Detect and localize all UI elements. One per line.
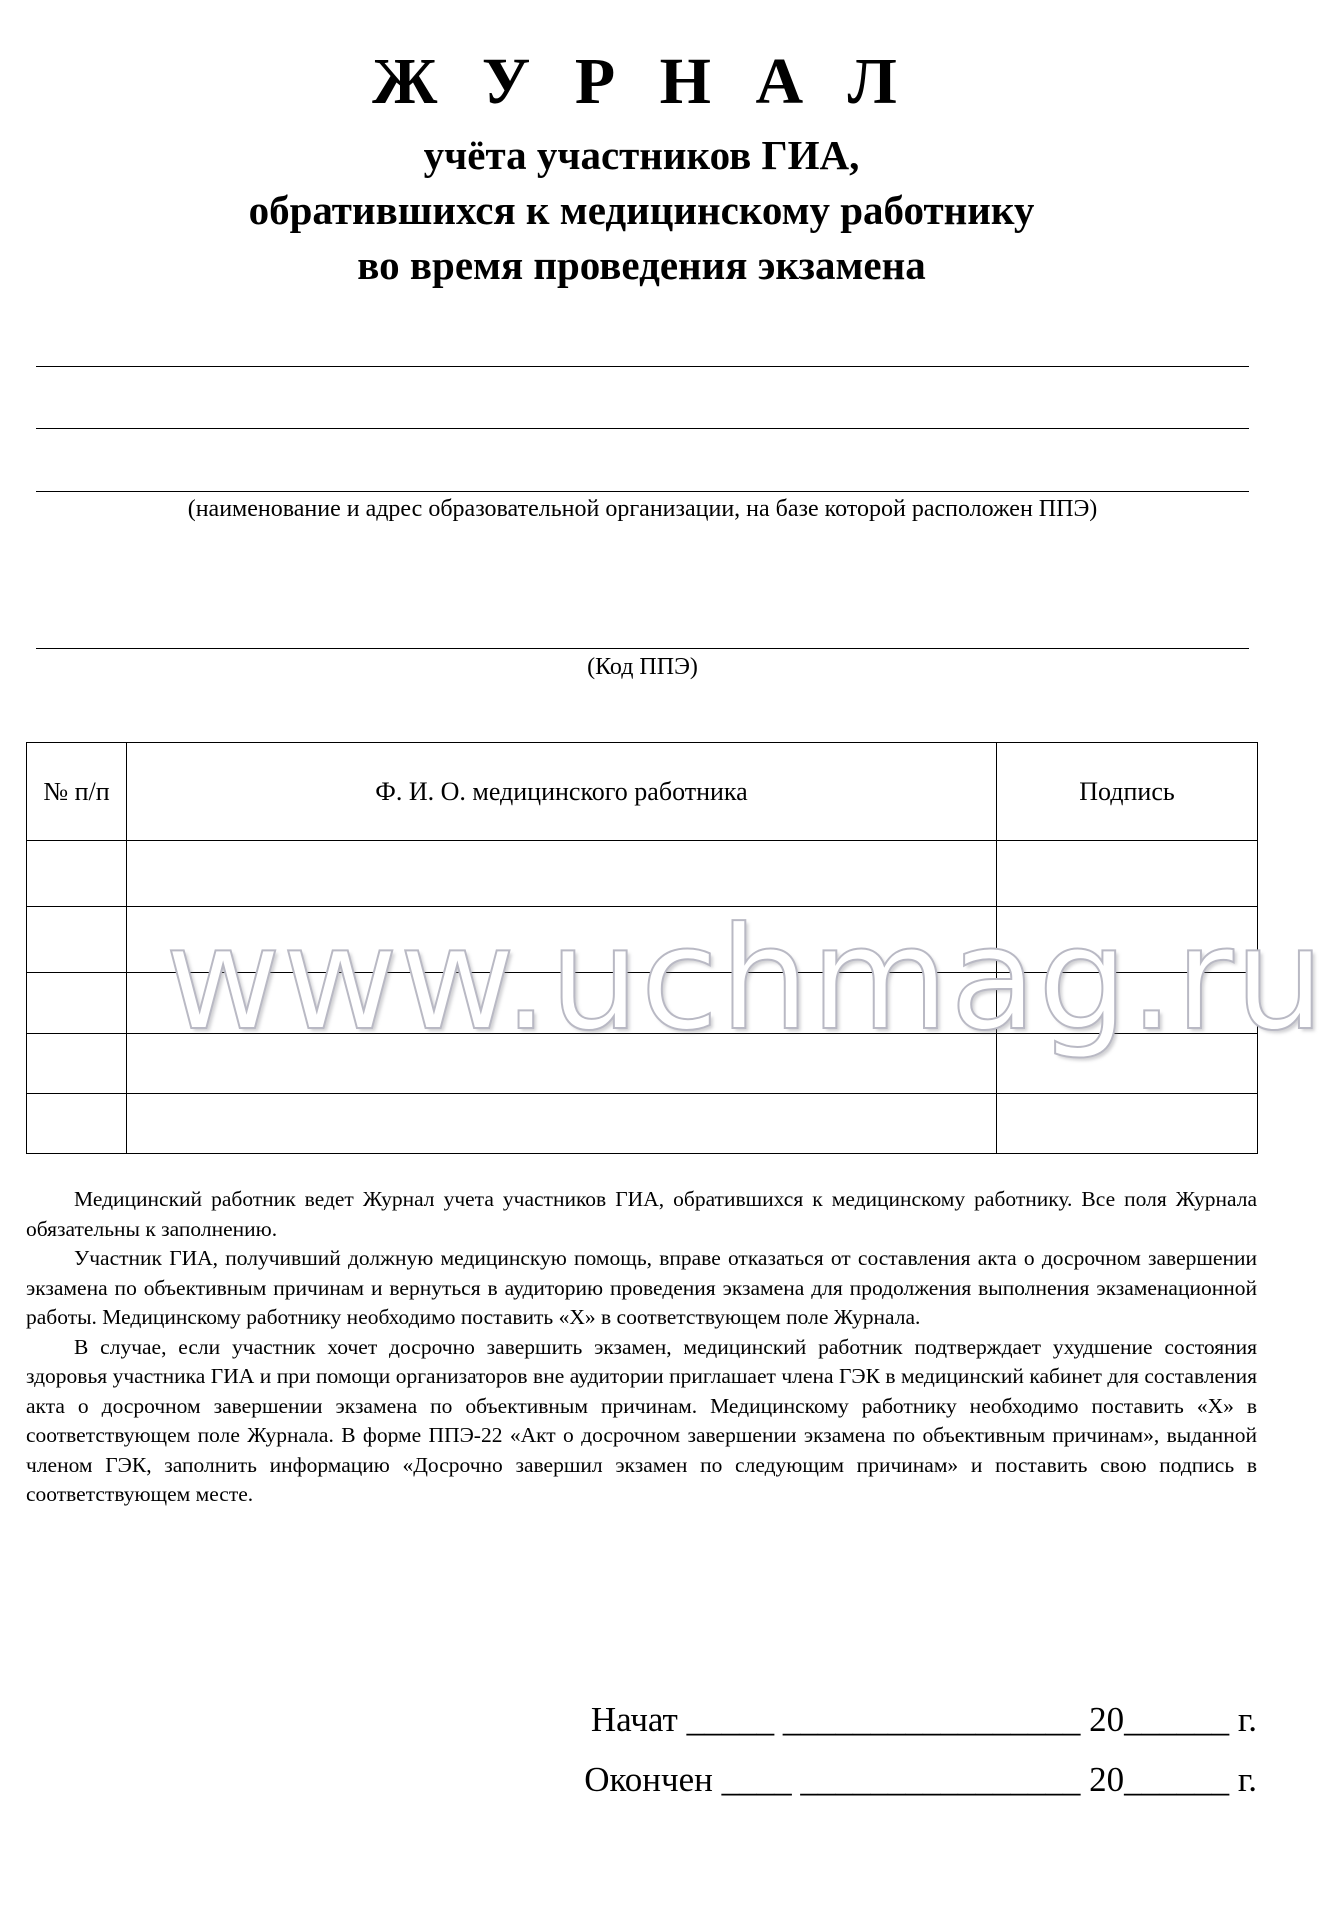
instructions-text bbox=[26, 1185, 1257, 1510]
table-cell[interactable] bbox=[127, 841, 997, 907]
subtitle-line: обратившихся к медицинскому работнику bbox=[248, 187, 1035, 233]
table-row bbox=[27, 1094, 1258, 1154]
table-cell[interactable] bbox=[127, 973, 997, 1034]
ppe-code-caption: (Код ППЭ) bbox=[587, 654, 698, 680]
started-date-line: Начат _____ _________________ 20______ г. bbox=[590, 1700, 1257, 1739]
table-row bbox=[27, 907, 1258, 973]
table-cell[interactable] bbox=[997, 973, 1258, 1034]
table-cell[interactable] bbox=[127, 1094, 997, 1154]
table-cell[interactable] bbox=[27, 907, 127, 973]
table-cell[interactable] bbox=[997, 841, 1258, 907]
subtitle-line: во время проведения экзамена bbox=[357, 242, 926, 288]
column-header-signature: Подпись bbox=[997, 743, 1258, 841]
table-cell[interactable] bbox=[27, 841, 127, 907]
column-header-number: № п/п bbox=[27, 743, 127, 841]
ppe-code-fill-line bbox=[36, 648, 1249, 649]
organization-fill-line bbox=[36, 366, 1249, 367]
table-cell[interactable] bbox=[997, 907, 1258, 973]
instructions-paragraph: Медицинский работник ведет Журнал учета участников ГИА, обратившихся к медицинскому работнику. Все поля Журнала обязательны к заполнению. bbox=[26, 1187, 1257, 1241]
table-cell[interactable] bbox=[997, 1034, 1258, 1094]
subtitle-line: учёта участников ГИА, bbox=[423, 132, 860, 178]
organization-caption: (наименование и адрес образовательной организации, на базе которой расположен ППЭ) bbox=[187, 496, 1098, 522]
watermark: www.uchmag.ru bbox=[165, 897, 1326, 1062]
finished-date-line: Окончен ____ ________________ 20______ г. bbox=[584, 1760, 1257, 1799]
journal-dates bbox=[584, 1690, 1257, 1810]
organization-fill-line bbox=[36, 491, 1249, 492]
table-cell[interactable] bbox=[27, 1094, 127, 1154]
table-cell[interactable] bbox=[997, 1094, 1258, 1154]
document-title: Ж У Р Н А Л bbox=[372, 45, 911, 118]
column-header-name: Ф. И. О. медицинского работника bbox=[127, 743, 997, 841]
table-cell[interactable] bbox=[27, 973, 127, 1034]
instructions-paragraph: Участник ГИА, получивший должную медицинскую помощь, вправе отказаться от составления акта о досрочном завершении экзамена по объективным причинам и вернуться в аудиторию проведения экзамена для продолжения выполнения экзаменационной работы. Медицинскому работнику необходимо поставить «X» в соответствующем поле Журнала. bbox=[26, 1246, 1257, 1329]
table-row bbox=[27, 841, 1258, 907]
document-subtitle bbox=[0, 128, 1283, 293]
table-row bbox=[27, 973, 1258, 1034]
table-header-row bbox=[27, 743, 1258, 841]
table-cell[interactable] bbox=[27, 1034, 127, 1094]
table-cell[interactable] bbox=[127, 1034, 997, 1094]
journal-table bbox=[26, 742, 1326, 1154]
table-cell[interactable] bbox=[127, 907, 997, 973]
table-row bbox=[27, 1034, 1258, 1094]
instructions-paragraph: В случае, если участник хочет досрочно завершить экзамен, медицинский работник подтверждает ухудшение состояния здоровья участника ГИА и при помощи организаторов вне аудитории приглашает члена ГЭК в медицинский кабинет для составления акта о досрочном завершении экзамена по объективным причинам. Медицинскому работнику необходимо поставить «X» в соответствующем поле Журнала. В форме ППЭ-22 «Акт о досрочном завершении экзамена по объективным причинам», выданной членом ГЭК, заполнить информацию «Досрочно завершил экзамен по следующим причинам» и поставить свою подпись в соответствующем месте. bbox=[26, 1334, 1257, 1506]
organization-fill-line bbox=[36, 428, 1249, 429]
